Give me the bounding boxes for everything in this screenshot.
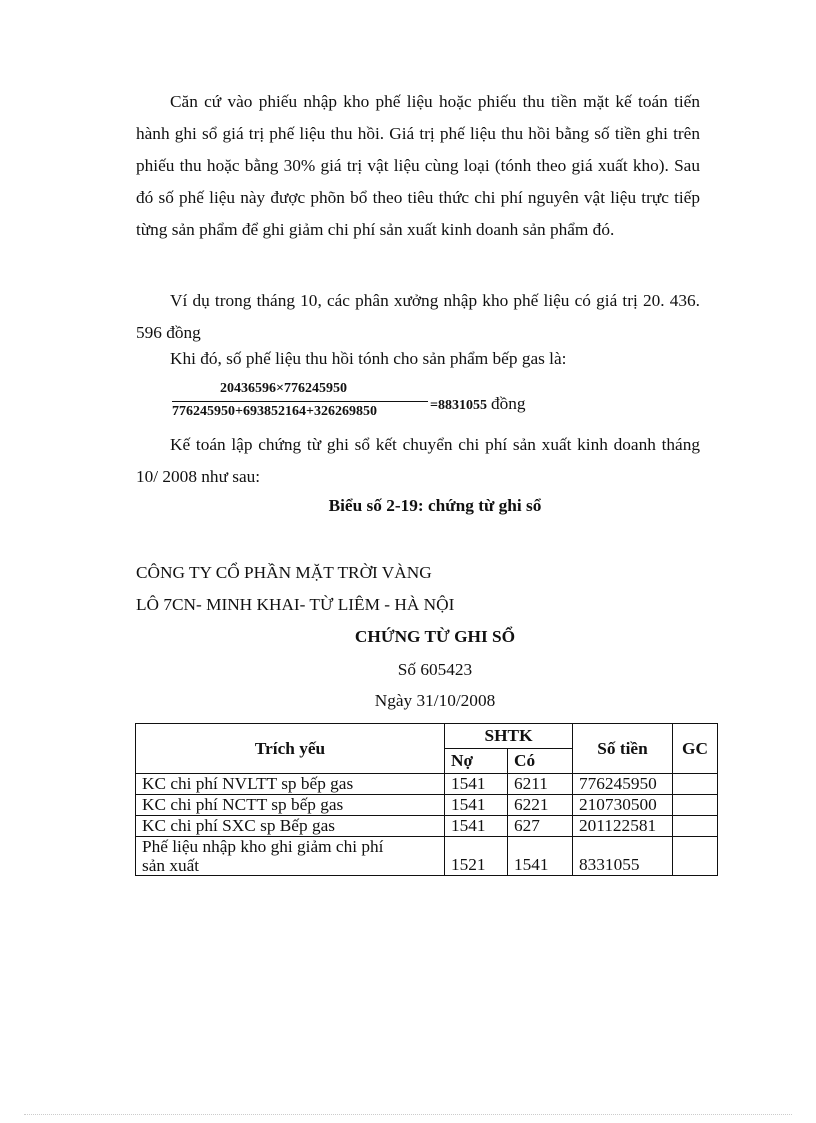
form-subtitle: Biểu số 2-19: chứng từ ghi sổ: [328, 496, 542, 515]
cell-so-tien: 210730500: [573, 795, 673, 816]
paragraph-formula-intro: Khi đó, số phế liệu thu hồi tónh cho sản phẩm bếp gas là:: [170, 349, 567, 368]
voucher-table: [135, 723, 718, 876]
table-row: [136, 795, 718, 816]
page-bottom-rule: [24, 1114, 792, 1115]
cell-so-tien: 201122581: [573, 816, 673, 837]
paragraph-scrap-recording: Căn cứ vào phiếu nhập kho phế liệu hoặc phiếu thu tiền mặt kế toán tiến hành ghi sổ giá trị phế liệu thu hồi. Giá trị phế liệu thu hồi bằng số tiền ghi trên phiếu thu hoặc bằng 30% giá trị vật liệu cùng loại (tónh theo giá xuất kho). Sau đó số phế liệu này được phõn bổ theo tiêu thức chi phí nguyên vật liệu trực tiếp từng sản phẩm để ghi giảm chi phí sản xuất kinh doanh sản phẩm đó.: [136, 92, 700, 239]
voucher-date: Ngày 31/10/2008: [374, 691, 496, 710]
cell-trich-yeu-line1: Phế liệu nhập kho ghi giảm chi phí: [142, 837, 384, 856]
cell-no: 1541: [445, 795, 508, 816]
paragraph-voucher-intro: Kế toán lập chứng từ ghi sổ kết chuyển chi phí sản xuất kinh doanh tháng 10/ 2008 như sau:: [136, 435, 700, 486]
cell-trich-yeu: KC chi phí SXC sp Bếp gas: [136, 816, 445, 837]
cell-co: 1541: [508, 837, 573, 876]
cell-co: 6211: [508, 774, 573, 795]
cell-trich-yeu: KC chi phí NVLTT sp bếp gas: [136, 774, 445, 795]
cell-no: 1541: [445, 774, 508, 795]
cell-trich-yeu: [136, 837, 445, 876]
cell-trich-yeu-line2: sản xuất: [142, 856, 200, 875]
formula-numerator: 20436596×776245950: [220, 381, 347, 396]
header-so-tien: Số tiền: [573, 724, 673, 774]
cell-gc: [673, 816, 718, 837]
paragraph-example: Ví dụ trong tháng 10, các phân xưởng nhập kho phế liệu có giá trị 20. 436. 596 đồng: [136, 291, 700, 342]
cell-gc: [673, 837, 718, 876]
voucher-number: Số 605423: [397, 660, 473, 679]
header-co: Có: [508, 749, 573, 774]
table-header-row: [136, 724, 718, 749]
cell-no: 1521: [445, 837, 508, 876]
formula-denominator: 776245950+693852164+326269850: [172, 404, 377, 419]
cell-so-tien: 776245950: [573, 774, 673, 795]
header-gc: GC: [673, 724, 718, 774]
table-row: [136, 774, 718, 795]
table-row: [136, 837, 718, 876]
table-row: [136, 816, 718, 837]
header-trich-yeu: Trích yếu: [136, 724, 445, 774]
formula-unit: đồng: [490, 394, 526, 413]
fraction-bar: [172, 401, 428, 402]
cell-trich-yeu: KC chi phí NCTT sp bếp gas: [136, 795, 445, 816]
voucher-title: CHỨNG TỪ GHI SỔ: [354, 627, 516, 646]
cell-so-tien: 8331055: [573, 837, 673, 876]
cell-co: 627: [508, 816, 573, 837]
cell-no: 1541: [445, 816, 508, 837]
formula-result: =8831055: [430, 398, 487, 413]
header-no: Nợ: [445, 749, 508, 774]
company-name: CÔNG TY CỔ PHẦN MẶT TRỜI VÀNG: [136, 563, 432, 582]
cell-co: 6221: [508, 795, 573, 816]
header-shtk: SHTK: [445, 724, 573, 749]
company-address: LÔ 7CN- MINH KHAI- TỪ LIÊM - HÀ NỘI: [136, 595, 455, 614]
formula-result-group: [430, 394, 526, 414]
cell-gc: [673, 774, 718, 795]
cell-gc: [673, 795, 718, 816]
